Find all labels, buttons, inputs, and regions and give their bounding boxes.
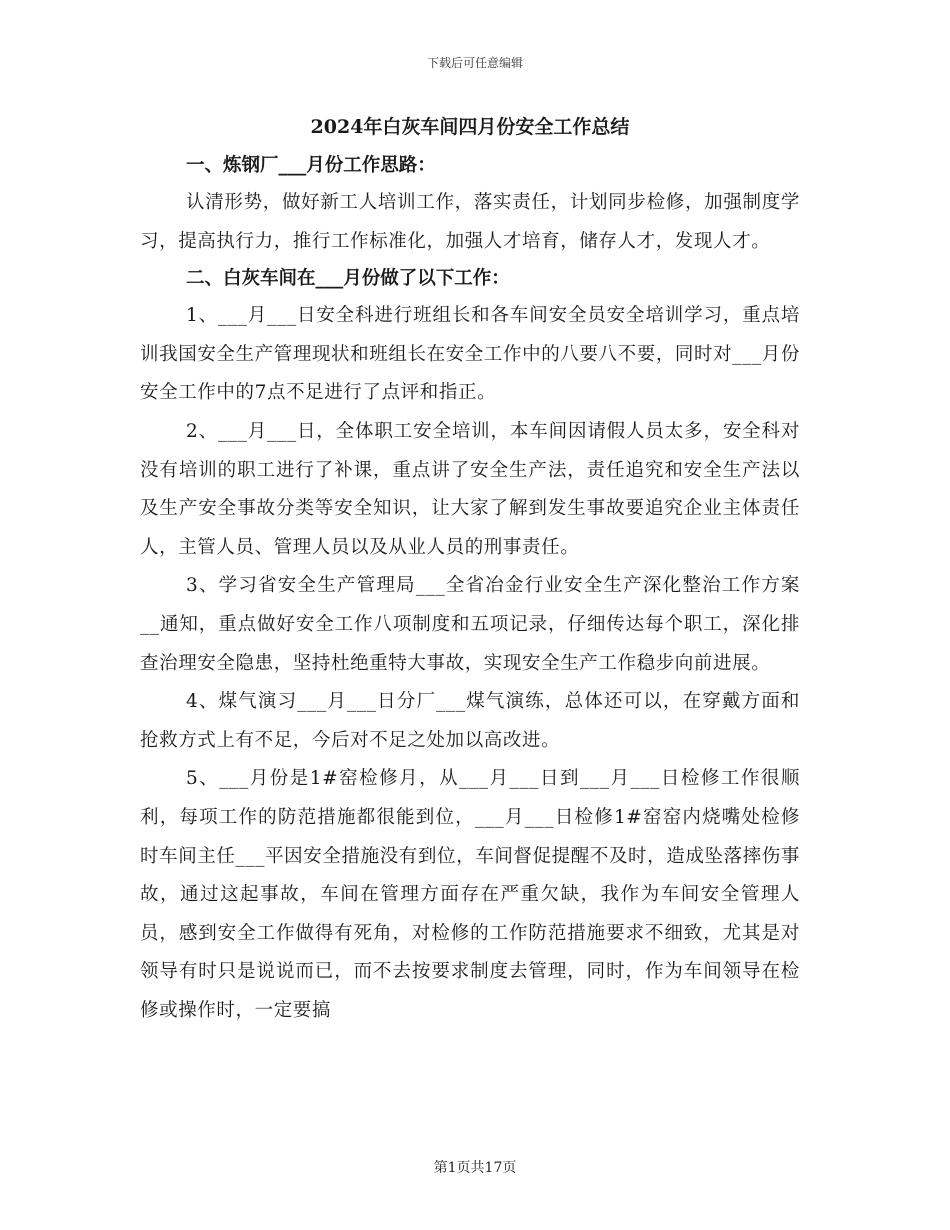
page-number-footer: 第1页共17页 bbox=[433, 1160, 517, 1176]
document-title: 2024年白灰车间四月份安全工作总结 bbox=[310, 116, 630, 138]
section-1-paragraph: 认清形势，做好新工人培训工作，落实责任，计划同步检修，加强制度学习，提高执行力，推行工作标准化，加强人才培育，储存人才，发现人才。 bbox=[140, 192, 800, 252]
list-item-3: 3、学习省安全生产管理局___全省冶金行业安全生产深化整治工作方案__通知，重点做好安全工作八项制度和五项记录，仔细传达每个职工，深化排查治理安全隐患，坚持杜绝重特大事故，实现安全生产工作稳步向前进展。 bbox=[140, 575, 800, 674]
list-item-1: 1、___月___日安全科进行班组长和各车间安全员安全培训学习，重点培训我国安全生产管理现状和班组长在安全工作中的八要八不要，同时对___月份安全工作中的7点不足进行了点评和指正。 bbox=[140, 305, 800, 404]
list-item-5: 5、___月份是1#窑检修月，从___月___日到___月___日检修工作很顺利，每项工作的防范措施都很能到位，___月___日检修1#窑窑内烧嘴处检修时车间主任___平因安全措施没有到位，车间督促提醒不及时，造成坠落摔伤事故，通过这起事故，车间在管理方面存在严重欠缺，我作为车间安全管理人员，感到安全工作做得有死角，对检修的工作防范措施要求不细致，尤其是对领导有时只是说说而已，而不去按要求制度去管理，同时，作为车间领导在检修或操作时，一定要搞 bbox=[140, 768, 800, 1021]
list-item-2: 2、___月___日，全体职工安全培训，本车间因请假人员太多，安全科对没有培训的职工进行了补课，重点讲了安全生产法，责任追究和安全生产法以及生产安全事故分类等安全知识，让大家了解到发生事故要追究企业主体责任人，主管人员、管理人员以及从业人员的刑事责任。 bbox=[140, 420, 800, 558]
section-1-heading: 一、炼钢厂___月份工作思路： bbox=[186, 155, 436, 176]
section-2-heading: 二、白灰车间在___月份做了以下工作： bbox=[186, 268, 510, 290]
document-body bbox=[140, 112, 800, 1030]
list-item-4: 4、煤气演习___月___日分厂___煤气演练，总体还可以，在穿戴方面和抢救方式上有不足，今后对不足之处加以高改进。 bbox=[140, 691, 800, 751]
header-note: 下载后可任意编辑 bbox=[426, 56, 523, 70]
